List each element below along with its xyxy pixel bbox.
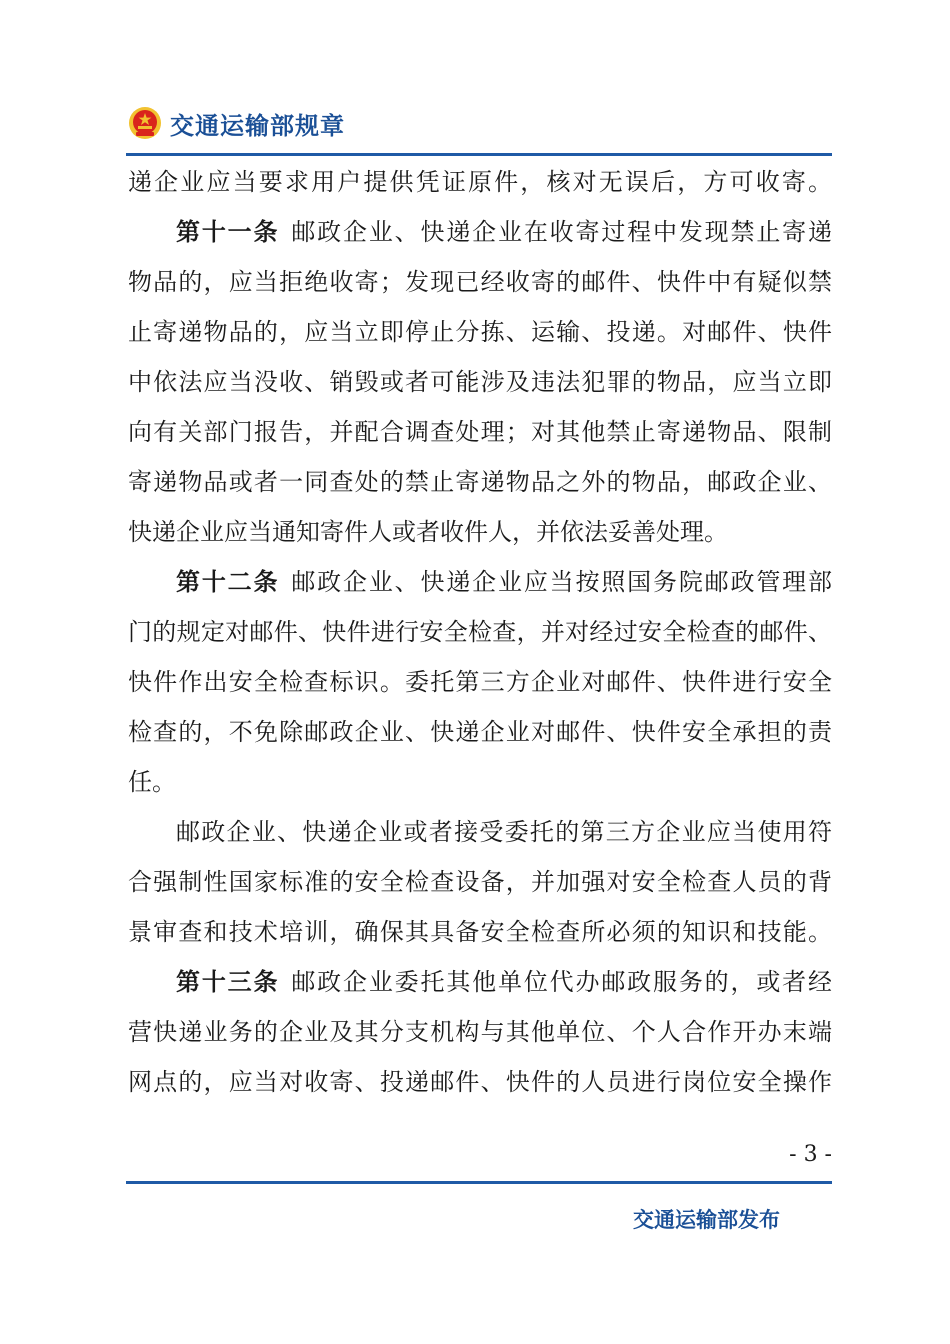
article-label: 第十一条 — [176, 218, 280, 246]
paragraph-line: 中依法应当没收、销毁或者可能涉及违法犯罪的物品，应当立即 — [128, 368, 832, 396]
footer-publisher: 交通运输部发布 — [633, 1208, 780, 1232]
paragraph-line: 止寄递物品的，应当立即停止分拣、运输、投递。对邮件、快件 — [128, 318, 832, 346]
article-heading-line — [128, 557, 832, 607]
paragraph-line: 向有关部门报告，并配合调查处理；对其他禁止寄递物品、限制 — [128, 418, 832, 446]
article-heading-line — [128, 207, 832, 257]
document-body — [128, 157, 832, 1107]
paragraph-line: 递企业应当要求用户提供凭证原件，核对无误后，方可收寄。 — [128, 168, 832, 196]
paragraph-line: 网点的，应当对收寄、投递邮件、快件的人员进行岗位安全操作 — [128, 1068, 832, 1096]
paragraph-line: 邮政企业、快递企业或者接受委托的第三方企业应当使用符 — [176, 818, 832, 846]
paragraph-text: 邮政企业、快递企业在收寄过程中发现禁止寄递 — [291, 218, 833, 246]
paragraph-text: 邮政企业委托其他单位代办邮政服务的，或者经 — [291, 968, 833, 996]
paragraph-line: 景审查和技术培训，确保其具备安全检查所必须的知识和技能。 — [128, 918, 832, 946]
page-number: - 3 - — [789, 1142, 832, 1167]
paragraph-line: 营快递业务的企业及其分支机构与其他单位、个人合作开办末端 — [128, 1018, 832, 1046]
header-divider — [126, 153, 832, 156]
paragraph-line: 快递企业应当通知寄件人或者收件人，并依法妥善处理。 — [128, 518, 728, 546]
paragraph-line: 物品的，应当拒绝收寄；发现已经收寄的邮件、快件中有疑似禁 — [128, 268, 832, 296]
article-label: 第十二条 — [176, 568, 280, 596]
footer-divider — [126, 1181, 832, 1184]
article-heading-line — [128, 957, 832, 1007]
paragraph-line: 任。 — [128, 768, 176, 796]
paragraph-text: 邮政企业、快递企业应当按照国务院邮政管理部 — [291, 568, 833, 596]
paragraph-line: 寄递物品或者一同查处的禁止寄递物品之外的物品，邮政企业、 — [128, 468, 832, 496]
paragraph-line: 快件作出安全检查标识。委托第三方企业对邮件、快件进行安全 — [128, 668, 832, 696]
paragraph-line: 检查的，不免除邮政企业、快递企业对邮件、快件安全承担的责 — [128, 718, 832, 746]
paragraph-line: 合强制性国家标准的安全检查设备，并加强对安全检查人员的背 — [128, 868, 832, 896]
paragraph-line: 门的规定对邮件、快件进行安全检查，并对经过安全检查的邮件、 — [128, 618, 832, 646]
national-emblem-icon — [128, 106, 162, 140]
document-header — [128, 100, 345, 146]
article-label: 第十三条 — [176, 968, 280, 996]
header-title: 交通运输部规章 — [170, 111, 345, 140]
